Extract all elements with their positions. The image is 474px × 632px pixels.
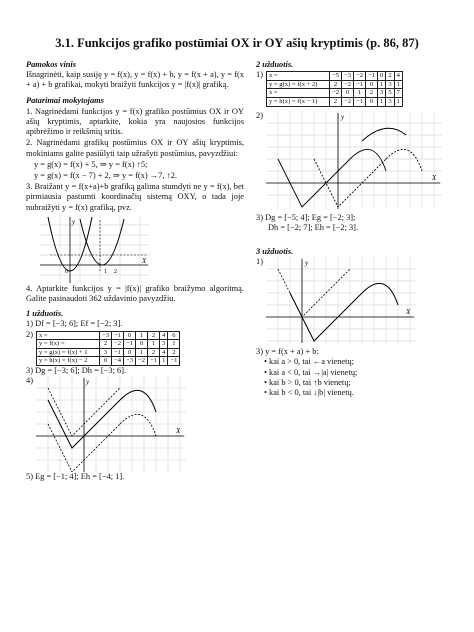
tip-2-example-1: y = g(x) = f(x) + 5, ⇒ y = f(x) ↑5; bbox=[34, 159, 148, 169]
table-cell: −1 bbox=[112, 331, 124, 340]
table-cell: −2 bbox=[342, 80, 354, 89]
table-cell: −3 bbox=[99, 331, 111, 340]
table-cell: 0 bbox=[366, 80, 378, 89]
bullet-text: kai b < 0, tai ↓|b| vienetų. bbox=[269, 388, 354, 397]
table-cell: 0 bbox=[136, 340, 148, 349]
table-cell: 2 bbox=[99, 340, 111, 349]
table-cell: 3 bbox=[160, 340, 168, 349]
table-cell: 0 bbox=[366, 97, 378, 106]
task2-item1-label: 1) bbox=[256, 70, 263, 80]
table-cell: 2 bbox=[329, 80, 341, 89]
table-cell: 1 bbox=[394, 80, 402, 89]
table-cell: 0 bbox=[342, 89, 354, 98]
graph-x-label: X bbox=[405, 308, 411, 317]
table-cell: −5 bbox=[329, 72, 341, 81]
table-row bbox=[36, 357, 179, 366]
table-cell: 0 bbox=[124, 331, 136, 340]
table-cell: 1 bbox=[378, 80, 386, 89]
table-cell: −2 bbox=[329, 89, 341, 98]
tip-2: 2. Nagrinėdami grafikų postūmius OX ir OY ašių kryptimis, mokiniams galite pasiūlyti taip užrašyti postūmius, pavyzdžiui: bbox=[26, 138, 244, 158]
table-cell: y = h(x) = f(x) − 2 bbox=[36, 357, 99, 366]
table-row bbox=[36, 348, 179, 357]
task2-table bbox=[266, 71, 403, 106]
table-row bbox=[266, 97, 402, 106]
graph-y-label: y bbox=[85, 378, 90, 387]
table-cell: y = f(x) = bbox=[36, 340, 99, 349]
task3-bullet-4: • kai b < 0, tai ↓|b| vienetų. bbox=[264, 388, 354, 397]
task1-table bbox=[36, 331, 180, 366]
table-cell: 5 bbox=[386, 89, 394, 98]
task1-heading: 1 užduotis. bbox=[26, 309, 64, 319]
table-cell: 3 bbox=[386, 80, 394, 89]
graph-y-label: y bbox=[304, 259, 309, 268]
goal-text: Išnagrinėti, kaip susiję y = f(x), y = f(x) + b, y = f(x + a), y = f(x + a) + b grafikai, mokyti braižyti funkcijos y = |f(x)| grafiką. bbox=[26, 70, 244, 90]
table-cell: −1 bbox=[148, 357, 160, 366]
goal-heading: Pamokos vinis bbox=[26, 60, 77, 69]
table-cell: 2 bbox=[148, 331, 160, 340]
task1-item4-label: 4) bbox=[26, 376, 33, 386]
tip-4: 4. Aptarkite funkcijos y = |f(x)| grafiko braižymo algoritmą. Galite pasinaudoti 362 uždavinio pavyzdžiu. bbox=[26, 283, 244, 304]
bullet-text: kai a < 0, tai →|a| vienetų; bbox=[269, 367, 358, 377]
table-cell: 4 bbox=[160, 331, 168, 340]
tip-2-example-2: y = g(x) = f(x − 7) + 2, ⇒ y = f(x) →7, ↑2. bbox=[34, 171, 177, 181]
table-cell: 1 bbox=[136, 348, 148, 357]
graph-x-label: X bbox=[142, 256, 147, 265]
task3-item2: 3) y = f(x + a) + b: bbox=[256, 347, 319, 357]
table-cell: 6 bbox=[168, 331, 180, 340]
table-cell: 2 bbox=[148, 348, 160, 357]
shift-example-graph bbox=[40, 215, 150, 283]
table-cell: 1 bbox=[394, 97, 402, 106]
task1-graph bbox=[36, 376, 186, 472]
table-cell: 2 bbox=[329, 97, 341, 106]
table-cell: y = h(x) = f(x − 1) bbox=[266, 97, 329, 106]
table-cell: x = bbox=[266, 72, 329, 81]
table-cell: 1 bbox=[136, 331, 148, 340]
tip-1: 1. Nagrinėdami funkcijos y = f(x) grafiko postūmius OX ir OY ašių kryptimis, aptarkite, kokia yra naujosios funkcijos apibrėžimo ir reikšmių sritis. bbox=[26, 106, 244, 137]
table-cell: 1 bbox=[168, 340, 180, 349]
tips-heading: Patarimai mokytojams bbox=[26, 95, 104, 105]
table-cell: 3 bbox=[99, 348, 111, 357]
table-cell: 1 bbox=[160, 357, 168, 366]
table-cell: x = bbox=[266, 89, 329, 98]
task1-item5: 5) Eg = [−1; 4]; Eh = [−4; 1]. bbox=[26, 472, 125, 482]
table-cell: 4 bbox=[160, 348, 168, 357]
table-cell: −4 bbox=[112, 357, 124, 366]
table-cell: −2 bbox=[136, 357, 148, 366]
table-cell: 1 bbox=[148, 340, 160, 349]
task1-item2-label: 2) bbox=[26, 329, 33, 339]
tip-3: 3. Braižant y = f(x+a)+b grafiką galima stumdyti ne y = f(x), bet pirmiausia pastumti koordinačių sistemą OXY, o tada joje nubraižyti y = f(x) grafiką, pvz. bbox=[26, 182, 244, 212]
table-row bbox=[266, 72, 402, 81]
table-cell: −1 bbox=[168, 357, 180, 366]
graph-y-label: y bbox=[340, 112, 345, 121]
right-column bbox=[256, 57, 456, 398]
table-cell: −1 bbox=[112, 348, 124, 357]
task3-bullet-2: • kai a < 0, tai →|a| vienetų; bbox=[264, 367, 358, 377]
graph-zero-label: 0 bbox=[65, 268, 68, 275]
task3-heading: 3 užduotis. bbox=[256, 246, 294, 256]
table-row bbox=[36, 340, 179, 349]
table-cell: 0 bbox=[378, 72, 386, 81]
task3-graph bbox=[266, 257, 416, 343]
table-cell: −2 bbox=[354, 72, 366, 81]
table-cell: −2 bbox=[112, 340, 124, 349]
table-cell: 7 bbox=[394, 89, 402, 98]
bullet-text: kai a > 0, tai ←a vienetų; bbox=[269, 357, 354, 367]
task3-bullet-3: • kai b > 0, tai ↑b vienetų; bbox=[264, 377, 351, 387]
table-cell: 1 bbox=[378, 97, 386, 106]
table-row bbox=[266, 89, 402, 98]
table-cell: −1 bbox=[354, 80, 366, 89]
table-cell: y = g(x) = f(x + 2) bbox=[266, 80, 329, 89]
table-row bbox=[36, 331, 179, 340]
table-cell: 3 bbox=[386, 97, 394, 106]
table-cell: 0 bbox=[99, 357, 111, 366]
table-cell: 4 bbox=[394, 72, 402, 81]
task1-item3: 3) Dg = [−3; 6]; Dh = [−3; 6]. bbox=[26, 366, 127, 376]
task2-graph bbox=[266, 111, 442, 209]
table-cell: y = g(x) = f(x) + 1 bbox=[36, 348, 99, 357]
task2-heading: 2 užduotis. bbox=[256, 60, 294, 69]
task1-item1: 1) Df = [−3; 6]; Ef = [−2; 3]. bbox=[26, 319, 123, 329]
graph-two-label: 2 bbox=[114, 268, 117, 275]
graph-y-label: y bbox=[72, 217, 76, 226]
task2-item3a: 3) Dg = [−5; 4]; Eg = [−2; 3]; bbox=[256, 212, 356, 222]
task3-bullet-1: • kai a > 0, tai ←a vienetų; bbox=[264, 357, 354, 367]
table-cell: 2 bbox=[386, 72, 394, 81]
table-cell: 2 bbox=[168, 348, 180, 357]
table-cell: 2 bbox=[366, 89, 378, 98]
bullet-text: kai b > 0, tai ↑b vienetų; bbox=[269, 377, 351, 387]
table-cell: 0 bbox=[124, 348, 136, 357]
left-column bbox=[26, 57, 244, 482]
table-cell: −1 bbox=[124, 340, 136, 349]
graph-one-label: 1 bbox=[104, 268, 107, 275]
table-cell: −3 bbox=[342, 72, 354, 81]
page-title: 3.1. Funkcijos grafiko postūmiai OX ir OY ašių kryptimis (p. 86, 87) bbox=[55, 36, 419, 50]
graph-x-label: X bbox=[175, 427, 181, 436]
table-cell: −1 bbox=[366, 72, 378, 81]
table-cell: −1 bbox=[354, 97, 366, 106]
table-cell: 3 bbox=[378, 89, 386, 98]
graph-x-label: X bbox=[431, 173, 437, 182]
table-cell: −2 bbox=[342, 97, 354, 106]
table-row bbox=[266, 80, 402, 89]
task2-item3b: Dh = [−2; 7]; Eh = [−2; 3]. bbox=[268, 222, 359, 232]
task3-item1-label: 1) bbox=[256, 257, 263, 267]
table-cell: 1 bbox=[354, 89, 366, 98]
table-cell: x = bbox=[36, 331, 99, 340]
table-cell: −3 bbox=[124, 357, 136, 366]
task2-item2-label: 2) bbox=[256, 110, 263, 120]
